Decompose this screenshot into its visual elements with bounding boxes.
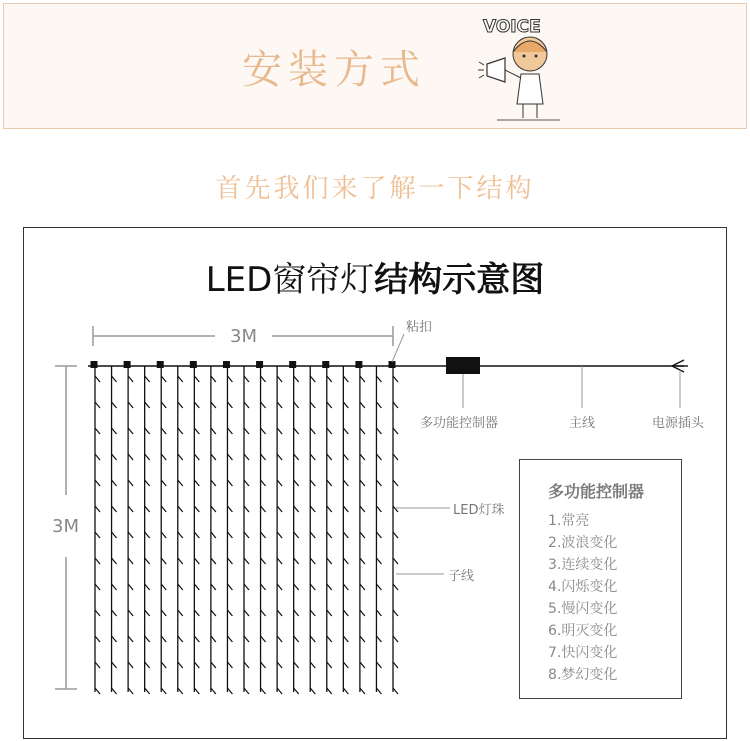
led-bead (360, 558, 365, 564)
led-bead (310, 558, 315, 564)
led-bead (95, 584, 100, 590)
led-bead (211, 402, 216, 408)
led-bead (211, 662, 216, 668)
main-line-label: 主线 (569, 416, 596, 431)
led-bead (244, 688, 249, 694)
led-bead (112, 610, 117, 616)
led-bead (227, 662, 232, 668)
led-bead (393, 402, 398, 408)
led-bead-label: LED灯珠 (453, 503, 505, 518)
led-bead (178, 558, 183, 564)
led-bead (95, 506, 100, 512)
led-bead (393, 688, 398, 694)
led-bead (393, 506, 398, 512)
led-bead (244, 532, 249, 538)
led-bead (145, 662, 150, 668)
banner-title: 安装方式 (242, 47, 426, 93)
led-bead (360, 376, 365, 382)
led-bead (327, 636, 332, 642)
led-bead (393, 454, 398, 460)
led-bead (112, 662, 117, 668)
led-bead (294, 454, 299, 460)
led-bead (161, 506, 166, 512)
led-bead (227, 610, 232, 616)
clip (322, 361, 329, 368)
led-bead (161, 584, 166, 590)
led-bead (327, 402, 332, 408)
led-bead (227, 428, 232, 434)
led-bead (161, 532, 166, 538)
led-bead (194, 376, 199, 382)
led-bead (294, 688, 299, 694)
led-bead (294, 480, 299, 486)
led-bead (393, 558, 398, 564)
led-bead (112, 506, 117, 512)
led-bead (277, 454, 282, 460)
led-bead (360, 402, 365, 408)
led-bead (277, 584, 282, 590)
led-bead (277, 376, 282, 382)
led-bead (211, 428, 216, 434)
clip (223, 361, 230, 368)
led-bead (194, 480, 199, 486)
controller-label: 多功能控制器 (420, 416, 499, 431)
led-bead (194, 506, 199, 512)
led-bead (310, 636, 315, 642)
led-bead (327, 584, 332, 590)
mode-item: 4.闪烁变化 (548, 579, 618, 595)
led-bead (261, 584, 266, 590)
led-bead (178, 688, 183, 694)
led-bead (244, 584, 249, 590)
led-bead (343, 584, 348, 590)
led-bead (327, 610, 332, 616)
led-bead (376, 480, 381, 486)
led-bead (343, 662, 348, 668)
led-bead (343, 506, 348, 512)
led-bead (376, 688, 381, 694)
width-label: 3M (230, 326, 257, 347)
led-bead (294, 662, 299, 668)
led-bead (244, 636, 249, 642)
sub-line-label: 子线 (448, 569, 475, 584)
led-bead (145, 506, 150, 512)
led-bead (178, 584, 183, 590)
led-bead (327, 532, 332, 538)
led-bead (194, 558, 199, 564)
led-bead (161, 610, 166, 616)
led-bead (211, 584, 216, 590)
subtitle: 首先我们来了解一下结构 (215, 174, 535, 204)
clip (91, 361, 98, 368)
led-bead (227, 454, 232, 460)
led-bead (211, 688, 216, 694)
led-bead (343, 428, 348, 434)
led-bead (294, 376, 299, 382)
led-bead (112, 480, 117, 486)
led-bead (227, 688, 232, 694)
led-bead (145, 428, 150, 434)
led-bead (310, 610, 315, 616)
led-bead (128, 610, 133, 616)
led-bead (310, 376, 315, 382)
led-bead (261, 662, 266, 668)
led-bead (376, 402, 381, 408)
led-bead (178, 376, 183, 382)
led-bead (376, 610, 381, 616)
led-bead (128, 636, 133, 642)
led-bead (194, 532, 199, 538)
led-bead (393, 662, 398, 668)
clip (190, 361, 197, 368)
led-bead (376, 454, 381, 460)
led-bead (128, 506, 133, 512)
led-bead (294, 428, 299, 434)
led-bead (161, 558, 166, 564)
led-bead (178, 532, 183, 538)
led-bead (294, 558, 299, 564)
mode-item: 6.明灭变化 (548, 623, 618, 639)
led-bead (211, 506, 216, 512)
led-bead (178, 428, 183, 434)
led-bead (244, 610, 249, 616)
diagram-title-bold: 结构示意图 (374, 260, 545, 300)
led-bead (327, 662, 332, 668)
led-bead (294, 610, 299, 616)
led-bead (393, 376, 398, 382)
led-bead (161, 480, 166, 486)
led-bead (244, 662, 249, 668)
led-bead (343, 688, 348, 694)
led-bead (360, 610, 365, 616)
led-bead (376, 532, 381, 538)
led-bead (376, 662, 381, 668)
led-bead (194, 662, 199, 668)
led-bead (277, 506, 282, 512)
led-bead (277, 688, 282, 694)
led-bead (261, 636, 266, 642)
led-bead (343, 558, 348, 564)
led-bead (178, 506, 183, 512)
led-bead (376, 428, 381, 434)
led-bead (277, 480, 282, 486)
led-bead (128, 428, 133, 434)
led-bead (244, 454, 249, 460)
led-bead (178, 454, 183, 460)
led-bead (128, 376, 133, 382)
led-bead (227, 376, 232, 382)
led-bead (277, 402, 282, 408)
led-bead (95, 662, 100, 668)
led-bead (112, 532, 117, 538)
led-bead (227, 506, 232, 512)
led-bead (310, 688, 315, 694)
mode-item: 8.梦幻变化 (548, 667, 618, 683)
led-bead (360, 584, 365, 590)
led-bead (261, 610, 266, 616)
led-bead (360, 636, 365, 642)
mode-item: 2.波浪变化 (548, 535, 618, 551)
led-bead (211, 480, 216, 486)
led-bead (343, 610, 348, 616)
led-bead (393, 610, 398, 616)
led-bead (360, 428, 365, 434)
led-bead (112, 558, 117, 564)
led-bead (244, 428, 249, 434)
led-bead (128, 480, 133, 486)
led-bead (211, 454, 216, 460)
led-bead (112, 428, 117, 434)
led-bead (145, 610, 150, 616)
led-bead (145, 376, 150, 382)
led-bead (343, 636, 348, 642)
led-bead (393, 532, 398, 538)
led-bead (343, 532, 348, 538)
led-bead (310, 584, 315, 590)
mode-item: 1.常亮 (548, 513, 590, 529)
led-bead (128, 454, 133, 460)
led-bead (393, 636, 398, 642)
led-bead (343, 376, 348, 382)
led-bead (112, 688, 117, 694)
led-bead (244, 402, 249, 408)
led-bead (277, 636, 282, 642)
led-bead (211, 558, 216, 564)
led-bead (376, 506, 381, 512)
led-bead (95, 454, 100, 460)
led-bead (227, 636, 232, 642)
led-bead (261, 558, 266, 564)
diagram-title-normal: LED窗帘灯 (205, 260, 375, 300)
led-bead (244, 480, 249, 486)
led-bead (112, 402, 117, 408)
led-bead (277, 558, 282, 564)
led-bead (128, 662, 133, 668)
clip (289, 361, 296, 368)
led-bead (95, 402, 100, 408)
led-bead (310, 454, 315, 460)
led-bead (178, 402, 183, 408)
led-bead (145, 558, 150, 564)
led-bead (145, 454, 150, 460)
plug-label: 电源插头 (652, 416, 705, 431)
led-bead (161, 454, 166, 460)
led-bead (360, 532, 365, 538)
led-bead (294, 532, 299, 538)
led-bead (327, 688, 332, 694)
led-bead (261, 428, 266, 434)
led-bead (244, 558, 249, 564)
led-bead (227, 584, 232, 590)
led-bead (310, 428, 315, 434)
led-bead (294, 636, 299, 642)
led-bead (178, 480, 183, 486)
led-bead (261, 688, 266, 694)
led-bead (145, 636, 150, 642)
led-bead (327, 506, 332, 512)
led-bead (112, 376, 117, 382)
clip-label: 粘扣 (406, 320, 433, 335)
led-bead (261, 506, 266, 512)
mode-item: 5.慢闪变化 (548, 601, 618, 617)
led-bead (227, 558, 232, 564)
mode-item: 7.快闪变化 (548, 645, 618, 661)
clip (355, 361, 362, 368)
svg-text:VOICE: VOICE (483, 17, 541, 37)
led-bead (244, 376, 249, 382)
led-bead (277, 662, 282, 668)
led-bead (161, 402, 166, 408)
led-bead (95, 428, 100, 434)
led-bead (194, 428, 199, 434)
led-bead (211, 532, 216, 538)
sub-line-strands (95, 366, 398, 694)
led-bead (261, 532, 266, 538)
led-bead (294, 584, 299, 590)
led-bead (343, 480, 348, 486)
led-bead (194, 454, 199, 460)
led-bead (261, 402, 266, 408)
led-bead (128, 558, 133, 564)
controller-box-title: 多功能控制器 (548, 482, 645, 501)
led-bead (244, 506, 249, 512)
led-bead (376, 636, 381, 642)
led-bead (128, 402, 133, 408)
led-bead (211, 376, 216, 382)
led-bead (95, 376, 100, 382)
led-bead (95, 688, 100, 694)
led-bead (327, 454, 332, 460)
led-bead (343, 454, 348, 460)
led-bead (112, 454, 117, 460)
led-bead (161, 636, 166, 642)
led-bead (194, 610, 199, 616)
clip (389, 361, 396, 368)
controller-modes-list (548, 510, 617, 686)
height-label: 3M (52, 516, 79, 537)
led-bead (194, 402, 199, 408)
led-bead (112, 636, 117, 642)
led-bead (376, 584, 381, 590)
led-bead (327, 428, 332, 434)
led-bead (376, 558, 381, 564)
led-bead (128, 584, 133, 590)
led-bead (95, 558, 100, 564)
led-bead (145, 402, 150, 408)
led-bead (310, 532, 315, 538)
led-bead (161, 428, 166, 434)
led-bead (145, 584, 150, 590)
clips (91, 361, 396, 368)
led-bead (227, 402, 232, 408)
led-bead (294, 506, 299, 512)
controller-block (446, 357, 480, 374)
led-bead (112, 584, 117, 590)
led-bead (343, 402, 348, 408)
led-bead (327, 558, 332, 564)
led-bead (360, 688, 365, 694)
led-bead (128, 532, 133, 538)
led-bead (360, 506, 365, 512)
led-bead (178, 662, 183, 668)
led-bead (376, 376, 381, 382)
led-bead (161, 376, 166, 382)
led-bead (145, 480, 150, 486)
led-bead (194, 584, 199, 590)
led-bead (277, 532, 282, 538)
led-bead (95, 610, 100, 616)
led-bead (310, 506, 315, 512)
led-bead (277, 428, 282, 434)
led-bead (360, 662, 365, 668)
led-bead (211, 636, 216, 642)
mode-item: 3.连续变化 (548, 557, 618, 573)
led-bead (194, 688, 199, 694)
clip (256, 361, 263, 368)
led-bead (161, 688, 166, 694)
led-bead (294, 402, 299, 408)
led-bead (277, 610, 282, 616)
led-bead (261, 454, 266, 460)
led-bead (211, 610, 216, 616)
led-bead (161, 662, 166, 668)
clip (124, 361, 131, 368)
led-bead (194, 636, 199, 642)
led-bead (145, 688, 150, 694)
clip (157, 361, 164, 368)
led-bead (310, 480, 315, 486)
controller-modes-box (519, 459, 682, 699)
led-bead (327, 376, 332, 382)
led-bead (360, 454, 365, 460)
led-bead (128, 688, 133, 694)
led-bead (393, 584, 398, 590)
led-bead (310, 662, 315, 668)
led-bead (261, 376, 266, 382)
led-bead (393, 428, 398, 434)
led-bead (95, 532, 100, 538)
led-bead (261, 480, 266, 486)
led-bead (327, 480, 332, 486)
led-bead (178, 610, 183, 616)
clip-leader (392, 334, 404, 362)
led-bead (178, 636, 183, 642)
led-bead (145, 532, 150, 538)
led-bead (360, 480, 365, 486)
led-bead (227, 480, 232, 486)
led-bead (393, 480, 398, 486)
led-bead (95, 480, 100, 486)
led-bead (227, 532, 232, 538)
led-bead (310, 402, 315, 408)
led-bead (95, 636, 100, 642)
